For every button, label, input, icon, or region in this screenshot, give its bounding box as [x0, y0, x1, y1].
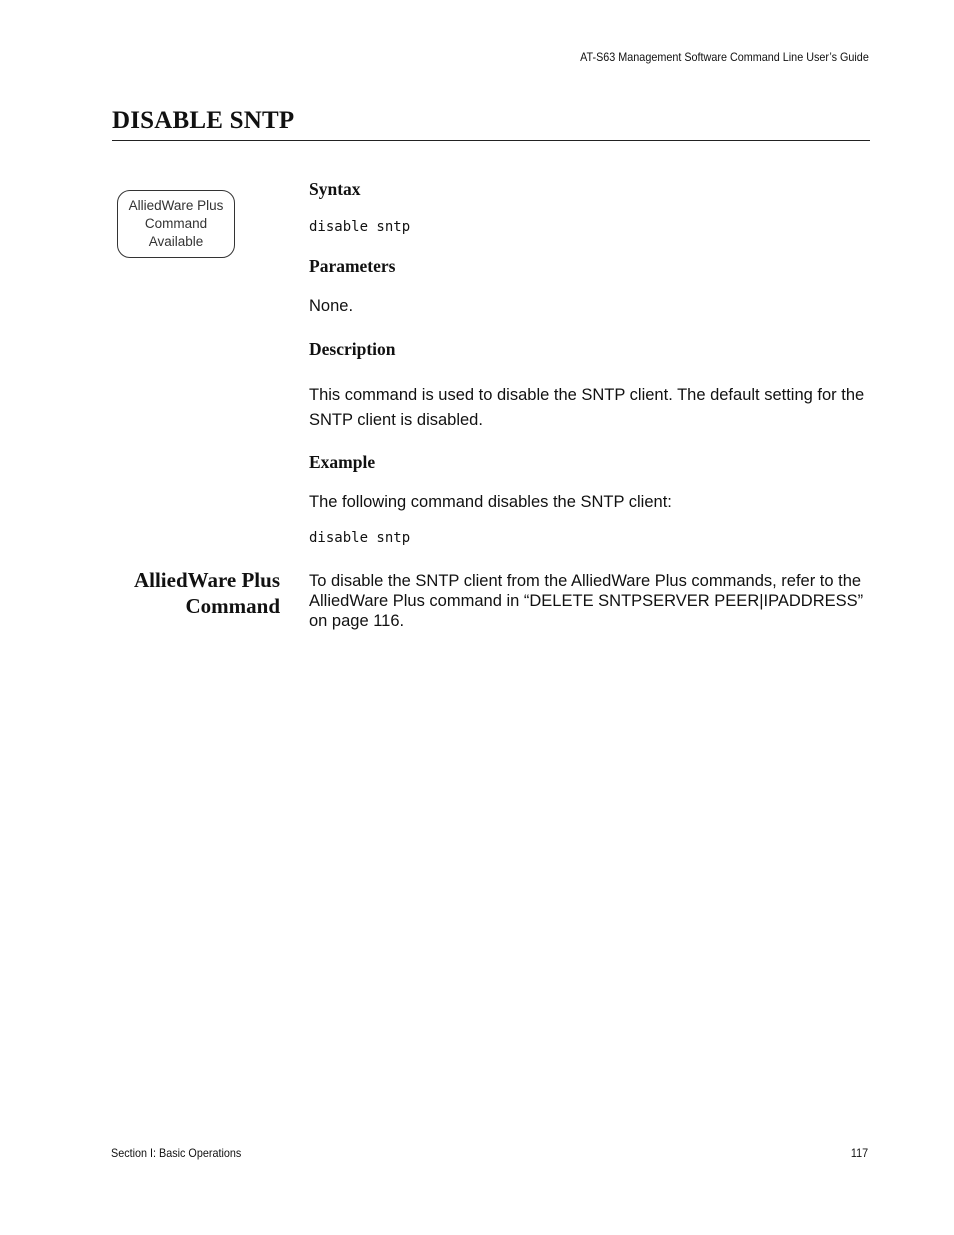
- badge-line-3: Available: [148, 234, 204, 249]
- description-text: This command is used to disable the SNTP client. The default setting for the SNTP client is disabled.: [309, 386, 865, 429]
- syntax-heading: Syntax: [309, 179, 361, 199]
- example-command: disable sntp: [309, 530, 411, 546]
- badge-line-1: AlliedWare Plus: [128, 198, 224, 213]
- parameters-text: None.: [309, 297, 354, 315]
- syntax-command: disable sntp: [309, 219, 411, 235]
- running-header: AT-S63 Management Software Command Line User’s Guide: [580, 50, 869, 64]
- title-divider: [112, 140, 870, 141]
- parameters-heading: Parameters: [309, 256, 396, 276]
- description-heading: Description: [309, 339, 396, 359]
- example-heading: Example: [309, 452, 376, 472]
- badge-line-2: Command: [144, 216, 208, 231]
- alliedware-plus-badge: [117, 190, 235, 258]
- example-text: The following command disables the SNTP client:: [309, 493, 672, 511]
- footer-section: Section I: Basic Operations: [111, 1146, 242, 1160]
- alliedware-plus-text: To disable the SNTP client from the AlliedWare Plus commands, refer to the AlliedWare Plus command in “DELETE SNTPSERVER PEER|IPADDRESS” on page 116.: [309, 572, 864, 630]
- footer-page-number: 117: [850, 1146, 868, 1160]
- page-title: DISABLE SNTP: [112, 107, 295, 134]
- alliedware-plus-heading-line-1: AlliedWare Plus: [133, 568, 280, 592]
- alliedware-plus-heading-line-2: Command: [185, 594, 280, 618]
- alliedware-plus-heading: [134, 567, 280, 619]
